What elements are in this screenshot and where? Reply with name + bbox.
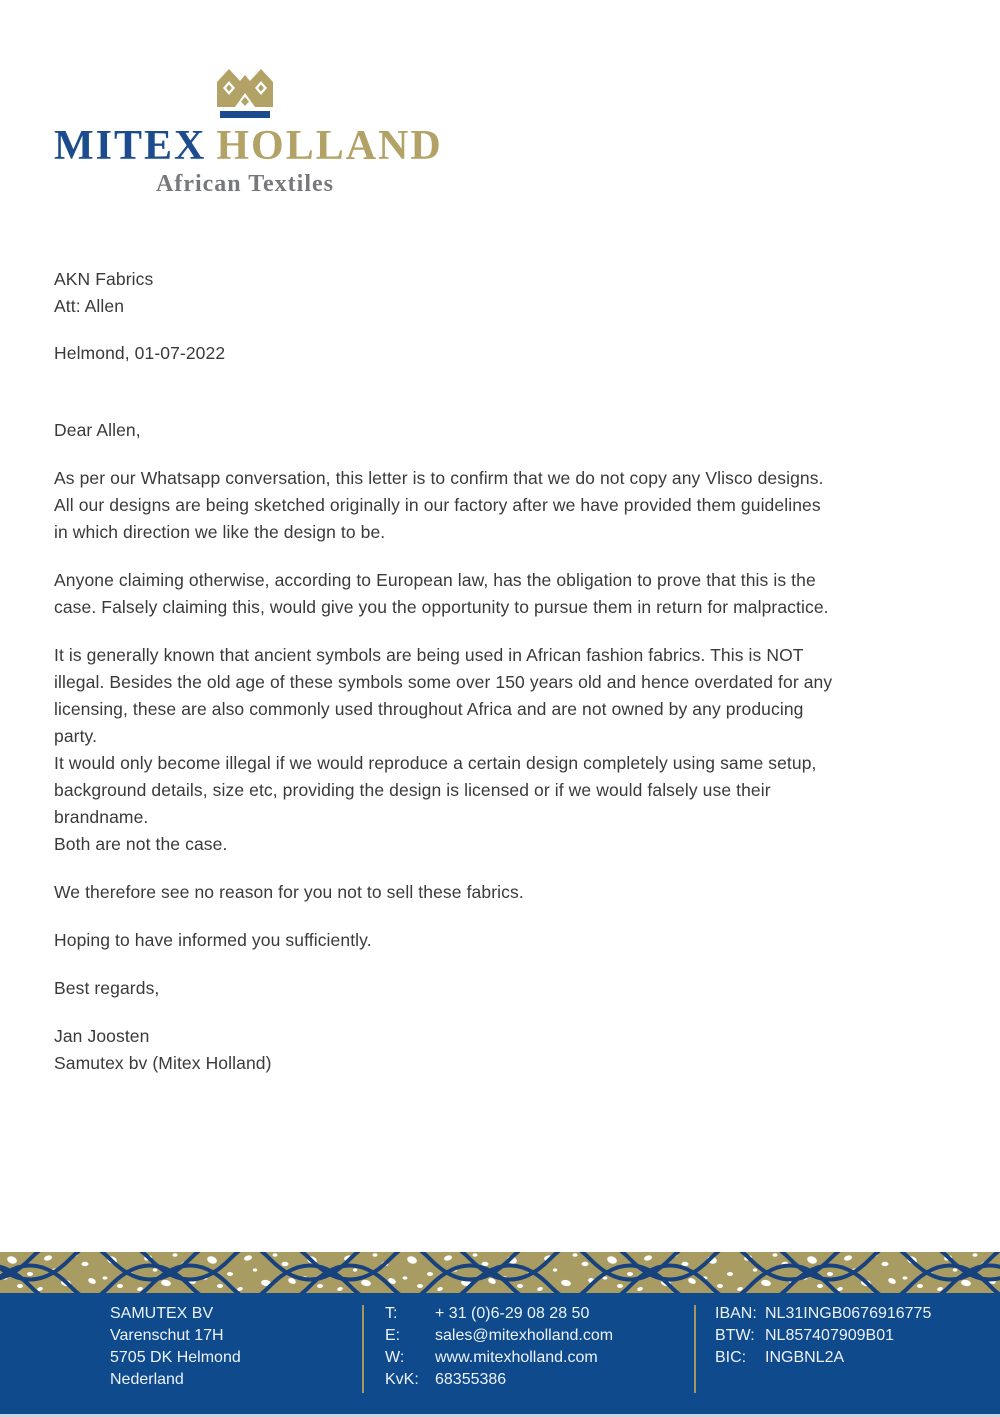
footer-divider	[694, 1305, 696, 1393]
recipient-company: AKN Fabrics	[54, 269, 154, 289]
letter-line: case. Falsely claiming this, would give you the opportunity to pursue them in return for malpractice.	[54, 597, 829, 617]
footer-company-name: SAMUTEX BV	[110, 1305, 214, 1322]
letter-line: We therefore see no reason for you not to sell these fabrics.	[54, 882, 524, 902]
footer-website-row	[385, 1347, 613, 1369]
letter-line: Anyone claiming otherwise, according to European law, has the obligation to prove that this is the	[54, 570, 816, 590]
signature-company: Samutex bv (Mitex Holland)	[54, 1053, 272, 1073]
company-logo	[54, 66, 443, 198]
footer-street: Varenschut 17H	[110, 1327, 224, 1344]
footer-btw-label: BTW:	[715, 1327, 755, 1344]
letter-line: All our designs are being sketched originally in our factory after we have provided them guidelines	[54, 495, 821, 515]
paragraph-5	[54, 927, 938, 954]
footer-email-value: sales@mitexholland.com	[435, 1327, 614, 1344]
letter-line: in which direction we like the design to be.	[54, 522, 386, 542]
footer-iban-label: IBAN:	[715, 1305, 757, 1322]
footer-website-label: W:	[385, 1349, 405, 1366]
recipient-attention: Att: Allen	[54, 296, 125, 316]
letter-line: party.	[54, 726, 98, 746]
footer-iban-value: NL31INGB0676916775	[765, 1305, 932, 1322]
letter-line: licensing, these are also commonly used throughout Africa and are not owned by any producing	[54, 699, 804, 719]
footer-phone-row	[385, 1303, 613, 1325]
crown-icon	[214, 66, 276, 120]
footer-website-value: www.mitexholland.com	[435, 1349, 598, 1366]
footer-divider	[362, 1305, 364, 1393]
footer-btw-value: NL857407909B01	[765, 1327, 895, 1344]
footer-phone-label: T:	[385, 1305, 398, 1322]
letter-line: Both are not the case.	[54, 834, 228, 854]
footer-phone-value: + 31 (0)6-29 08 28 50	[435, 1305, 590, 1322]
paragraph-1	[54, 465, 938, 546]
letter-line: It would only become illegal if we would reproduce a certain design completely using same setup,	[54, 753, 817, 773]
footer	[0, 1293, 1000, 1414]
footer-email-row	[385, 1325, 613, 1347]
footer-contact	[385, 1303, 613, 1391]
footer-postal-city: 5705 DK Helmond	[110, 1349, 241, 1366]
footer-bic-label: BIC:	[715, 1349, 747, 1366]
dateline: Helmond, 01-07-2022	[54, 343, 226, 363]
footer-kvk-row	[385, 1369, 613, 1391]
footer-address	[110, 1303, 241, 1391]
brand-name-primary: MITEX	[54, 123, 207, 169]
paragraph-3	[54, 642, 938, 858]
letter-line: As per our Whatsapp conversation, this letter is to confirm that we do not copy any Vlisco designs.	[54, 468, 824, 488]
letter-line: Hoping to have informed you sufficiently.	[54, 930, 372, 950]
letter-line: It is generally known that ancient symbols are being used in African fashion fabrics. This is NOT	[54, 645, 804, 665]
brand-name	[54, 123, 443, 169]
signature-name: Jan Joosten	[54, 1026, 150, 1046]
salutation: Dear Allen,	[54, 420, 141, 440]
letter-line: illegal. Besides the old age of these symbols some over 150 years old and hence overdated for any	[54, 672, 833, 692]
brand-tagline: African Textiles	[156, 171, 334, 197]
footer-bic-value: INGBNL2A	[765, 1349, 845, 1366]
closing	[54, 975, 938, 1002]
letter-line: brandname.	[54, 807, 149, 827]
letter-body	[54, 266, 938, 1077]
signature-block	[54, 1023, 938, 1077]
brand-name-secondary: HOLLAND	[216, 123, 443, 169]
paragraph-2	[54, 567, 938, 621]
footer-kvk-value: 68355386	[435, 1371, 507, 1388]
footer-btw-row	[715, 1325, 931, 1347]
footer-kvk-label: KvK:	[385, 1371, 419, 1388]
footer-bic-row	[715, 1347, 931, 1369]
footer-bank	[715, 1303, 931, 1369]
footer-country: Nederland	[110, 1371, 184, 1388]
footer-iban-row	[715, 1303, 931, 1325]
paragraph-4	[54, 879, 938, 906]
footer-email-label: E:	[385, 1327, 401, 1344]
decorative-pattern-band	[0, 1252, 1000, 1293]
letter-line: Best regards,	[54, 978, 160, 998]
letter-line: background details, size etc, providing the design is licensed or if we would falsely use their	[54, 780, 771, 800]
